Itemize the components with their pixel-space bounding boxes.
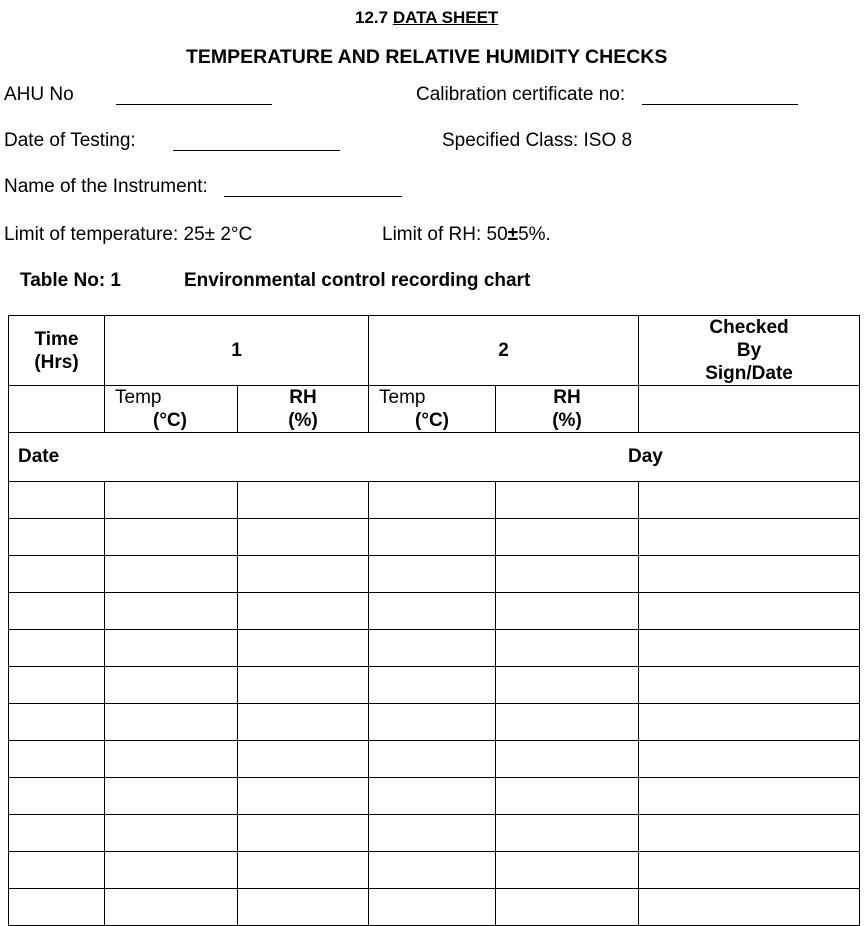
group-2-rh-cell[interactable] xyxy=(496,741,639,778)
time-cell[interactable] xyxy=(9,852,105,889)
group-2-rh-cell[interactable] xyxy=(496,667,639,704)
table-row xyxy=(9,630,860,667)
calibration-certificate-blank[interactable] xyxy=(642,104,798,105)
checked-header-line3: Sign/Date xyxy=(705,363,793,384)
time-cell[interactable] xyxy=(9,630,105,667)
checked-by-cell[interactable] xyxy=(639,852,860,889)
checked-by-cell[interactable] xyxy=(639,519,860,556)
group-1-rh-cell[interactable] xyxy=(238,593,369,630)
group-1-rh-cell[interactable] xyxy=(238,778,369,815)
group-1-temp-cell[interactable] xyxy=(105,704,238,741)
table-row xyxy=(9,482,860,519)
checked-by-cell[interactable] xyxy=(639,482,860,519)
checked-by-cell[interactable] xyxy=(639,889,860,926)
group-1-temp-cell[interactable] xyxy=(105,593,238,630)
group-2-rh-cell[interactable] xyxy=(496,815,639,852)
checked-header-line2: By xyxy=(736,340,762,361)
group-1-temp-cell[interactable] xyxy=(105,519,238,556)
header-row-groups xyxy=(9,316,860,386)
group-1-temp-cell[interactable] xyxy=(105,667,238,704)
calibration-certificate-label: Calibration certificate no: xyxy=(416,84,626,105)
checked-by-cell[interactable] xyxy=(639,593,860,630)
group-1-rh-header xyxy=(238,386,369,433)
group-2-rh-cell[interactable] xyxy=(496,556,639,593)
group-1-rh-label: RH xyxy=(289,387,317,408)
group-2-temp-cell[interactable] xyxy=(369,519,496,556)
group-2-rh-cell[interactable] xyxy=(496,519,639,556)
ahu-no-blank[interactable] xyxy=(116,104,272,105)
group-2-temp-cell[interactable] xyxy=(369,778,496,815)
group-2-rh-cell[interactable] xyxy=(496,889,639,926)
group-1-temp-cell[interactable] xyxy=(105,741,238,778)
group-1-temp-cell[interactable] xyxy=(105,556,238,593)
group-1-rh-cell[interactable] xyxy=(238,667,369,704)
group-2-temp-cell[interactable] xyxy=(369,815,496,852)
time-header-line2: (Hrs) xyxy=(34,351,79,373)
table-row xyxy=(9,852,860,889)
time-cell[interactable] xyxy=(9,519,105,556)
group-2-rh-cell[interactable] xyxy=(496,852,639,889)
date-label: Date xyxy=(18,446,60,467)
group-1-rh-cell[interactable] xyxy=(238,741,369,778)
time-cell[interactable] xyxy=(9,593,105,630)
group-1-rh-cell[interactable] xyxy=(238,704,369,741)
group-1-rh-cell[interactable] xyxy=(238,519,369,556)
checked-by-cell[interactable] xyxy=(639,741,860,778)
group-1-temp-label: Temp xyxy=(115,387,162,408)
group-1-temp-cell[interactable] xyxy=(105,630,238,667)
group-1-rh-cell[interactable] xyxy=(238,630,369,667)
checked-by-cell[interactable] xyxy=(639,556,860,593)
page-title: TEMPERATURE AND RELATIVE HUMIDITY CHECKS xyxy=(186,46,668,68)
group-1-temp-cell[interactable] xyxy=(105,815,238,852)
group-1-temp-cell[interactable] xyxy=(105,482,238,519)
group-1-rh-cell[interactable] xyxy=(238,889,369,926)
instrument-name-label: Name of the Instrument: xyxy=(4,176,208,197)
group-2-temp-header xyxy=(369,386,496,433)
group-2-rh-cell[interactable] xyxy=(496,704,639,741)
table-row xyxy=(9,519,860,556)
table-row xyxy=(9,593,860,630)
group-1-rh-cell[interactable] xyxy=(238,852,369,889)
specified-class-label: Specified Class: ISO 8 xyxy=(442,130,633,151)
checked-sub-empty xyxy=(639,386,860,433)
group-1-header: 1 xyxy=(105,316,369,386)
time-sub-empty xyxy=(9,386,105,433)
time-cell[interactable] xyxy=(9,482,105,519)
checked-by-cell[interactable] xyxy=(639,778,860,815)
table-title: Environmental control recording chart xyxy=(184,270,531,291)
group-2-rh-cell[interactable] xyxy=(496,778,639,815)
time-cell[interactable] xyxy=(9,778,105,815)
date-day-cell xyxy=(9,433,860,482)
group-2-rh-cell[interactable] xyxy=(496,593,639,630)
time-cell[interactable] xyxy=(9,667,105,704)
group-1-rh-cell[interactable] xyxy=(238,482,369,519)
group-2-temp-cell[interactable] xyxy=(369,704,496,741)
table-row xyxy=(9,556,860,593)
checked-header-line1: Checked xyxy=(709,317,789,338)
section-title: DATA SHEET xyxy=(392,8,499,27)
table-row xyxy=(9,815,860,852)
recording-chart-table xyxy=(8,315,860,926)
group-2-rh-unit: (%) xyxy=(552,410,582,431)
data-rows xyxy=(9,482,860,926)
table-row xyxy=(9,667,860,704)
table-number: Table No: 1 xyxy=(20,270,121,291)
date-of-testing-label: Date of Testing: xyxy=(4,130,136,151)
section-number: 12.7 xyxy=(355,8,389,27)
time-cell[interactable] xyxy=(9,889,105,926)
group-2-rh-cell[interactable] xyxy=(496,630,639,667)
table-row xyxy=(9,778,860,815)
day-label: Day xyxy=(628,446,663,467)
instrument-name-blank[interactable] xyxy=(224,196,402,197)
checked-by-header xyxy=(639,316,860,386)
group-2-temp-label: Temp xyxy=(379,387,426,408)
table-row xyxy=(9,704,860,741)
checked-by-cell[interactable] xyxy=(639,704,860,741)
limit-rh-suffix: 5%. xyxy=(518,224,551,245)
time-header-line1: Time xyxy=(34,328,79,350)
date-of-testing-blank[interactable] xyxy=(173,150,340,151)
limit-rh-label xyxy=(382,224,551,246)
limit-rh-plus-minus: ± xyxy=(507,224,519,245)
limit-rh-prefix: Limit of RH: 50 xyxy=(382,224,508,245)
group-2-temp-cell[interactable] xyxy=(369,556,496,593)
time-cell[interactable] xyxy=(9,704,105,741)
ahu-no-label: AHU No xyxy=(4,84,74,105)
time-cell[interactable] xyxy=(9,815,105,852)
group-1-temp-cell[interactable] xyxy=(105,889,238,926)
group-2-temp-cell[interactable] xyxy=(369,667,496,704)
group-2-temp-unit: (°C) xyxy=(415,410,449,431)
group-1-temp-cell[interactable] xyxy=(105,852,238,889)
group-1-temp-cell[interactable] xyxy=(105,778,238,815)
section-heading xyxy=(355,8,498,28)
checked-by-cell[interactable] xyxy=(639,815,860,852)
group-2-header: 2 xyxy=(369,316,639,386)
checked-by-cell[interactable] xyxy=(639,630,860,667)
table-row xyxy=(9,741,860,778)
group-1-temp-unit: (°C) xyxy=(153,410,187,431)
group-1-rh-cell[interactable] xyxy=(238,556,369,593)
group-2-temp-cell[interactable] xyxy=(369,593,496,630)
group-2-rh-label: RH xyxy=(553,387,581,408)
group-2-rh-cell[interactable] xyxy=(496,482,639,519)
group-2-temp-cell[interactable] xyxy=(369,852,496,889)
header-row-units xyxy=(9,386,860,433)
date-day-row xyxy=(9,433,860,482)
time-cell[interactable] xyxy=(9,556,105,593)
limit-temperature-label: Limit of temperature: 25± 2°C xyxy=(4,224,253,245)
group-2-temp-cell[interactable] xyxy=(369,741,496,778)
group-2-temp-cell[interactable] xyxy=(369,630,496,667)
group-1-rh-unit: (%) xyxy=(288,410,318,431)
group-2-rh-header xyxy=(496,386,639,433)
checked-by-cell[interactable] xyxy=(639,667,860,704)
group-2-temp-cell[interactable] xyxy=(369,889,496,926)
group-2-temp-cell[interactable] xyxy=(369,482,496,519)
time-header xyxy=(9,316,105,386)
time-cell[interactable] xyxy=(9,741,105,778)
group-1-temp-header xyxy=(105,386,238,433)
table-row xyxy=(9,889,860,926)
group-1-rh-cell[interactable] xyxy=(238,815,369,852)
